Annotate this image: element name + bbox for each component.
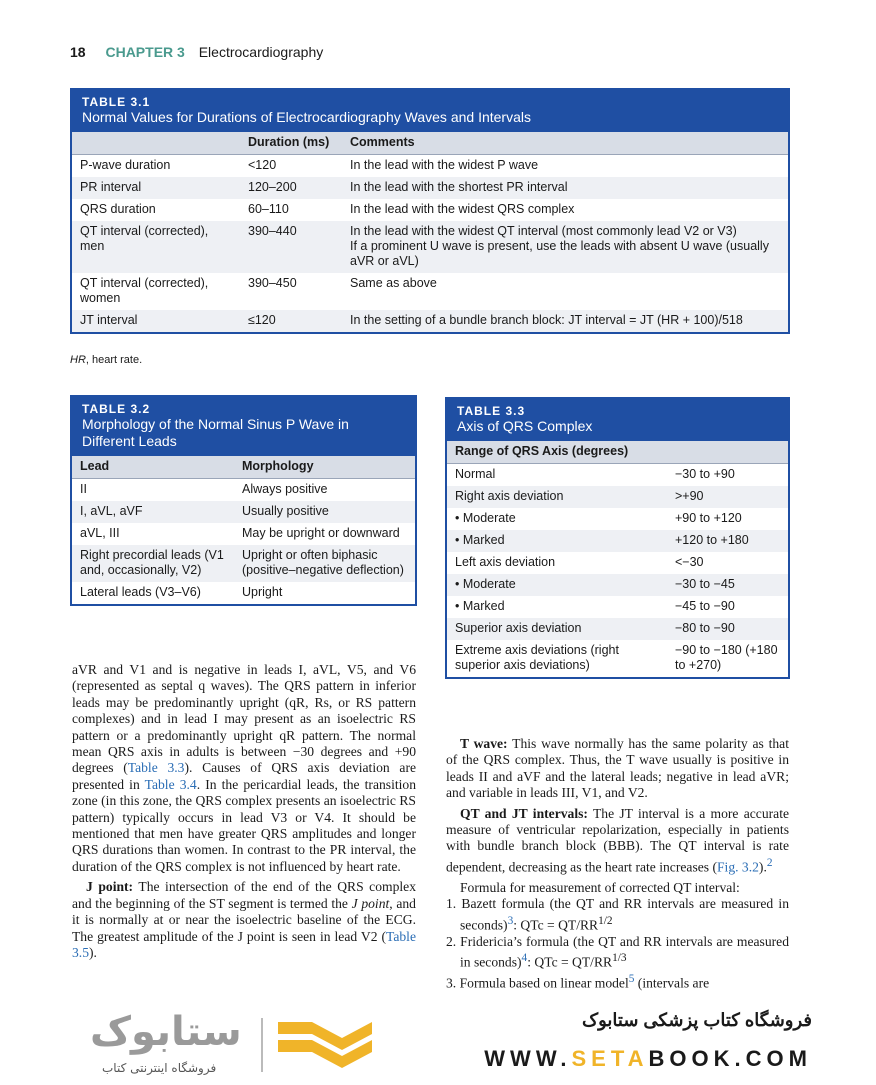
reference[interactable]: 5	[628, 972, 635, 985]
table-cell: <120	[248, 158, 277, 172]
table-cell: • Moderate	[455, 511, 516, 525]
term: J point:	[86, 879, 134, 895]
table-cell: In the setting of a bundle branch block: JT interval = JT (HR + 100)/518	[342, 310, 788, 332]
table-cell: aVL, III	[80, 526, 120, 540]
table-3-3-header	[447, 399, 788, 441]
table-row	[447, 596, 788, 618]
table-cell: −45 to −90	[675, 599, 735, 613]
table-cell: Superior axis deviation	[447, 618, 667, 640]
left-column-text	[72, 662, 416, 961]
reference[interactable]: 4	[521, 951, 528, 964]
table-link[interactable]: Table 3.5	[72, 928, 416, 960]
paragraph: aVR and V1 and is negative in leads I, aVL, V5, and V6 (represented as septal q waves). The QRS pattern in inferior leads may be predominantly upright (qR, Rs, or RS pattern complexes) and in lead I may present as an isoelectric RS pattern or a predominantly upright qR pattern. The normal mean QRS axis in adults is between −30 degrees and +90 degrees (Table 3.3). Causes of QRS axis deviation are presented in Table 3.4. In the pericardial leads, the transition zone (in this zone, the QRS complex presents an isoelectric RS pattern) typically occurs in lead V3 or V4. It should be mentioned that men have greater QRS amplitudes and longer QRS durations than women. In contrast to the PR interval, the duration of the QRS complex is not influenced by heart rate.	[72, 662, 416, 874]
table-row	[72, 523, 415, 545]
svg-text:ستابوک: ستابوک	[90, 1009, 242, 1055]
setabook-logo[interactable]	[80, 1000, 380, 1080]
table-row	[72, 177, 788, 199]
table-cell: 390–440	[240, 221, 342, 273]
table-cell: >+90	[667, 486, 788, 508]
table-cell: • Marked	[455, 599, 505, 613]
table-row	[447, 464, 788, 487]
term: T wave:	[460, 736, 508, 751]
table-cell: JT interval	[72, 310, 240, 332]
table-link[interactable]: Table 3.3	[127, 760, 185, 776]
table-row	[447, 530, 788, 552]
table-row	[72, 310, 788, 332]
table-cell: II	[80, 482, 87, 496]
table-cell: Usually positive	[234, 501, 415, 523]
table-cell: In the lead with the widest QRS complex	[350, 202, 575, 216]
table-row	[72, 221, 788, 273]
table-row	[447, 486, 788, 508]
website-url[interactable]: WWW.SETABOOK.COM	[484, 1046, 812, 1071]
table-cell: QT interval (corrected), women	[80, 276, 209, 305]
formula-list	[446, 896, 789, 992]
table-cell: −90 to −180 (+180 to +270)	[675, 643, 778, 672]
table-cell: +90 to +120	[675, 511, 742, 525]
table-3-2	[70, 395, 417, 606]
table-cell: May be upright or downward	[242, 526, 400, 540]
table-cell: 390–450	[248, 276, 297, 290]
list-item: 2. Fridericia’s formula (the QT and RR intervals are measured in seconds)$^4$: QTc = $QT/RR^{1/3}$	[446, 933, 789, 970]
right-column-text	[446, 736, 789, 992]
list-item: 3. Formula based on linear model$^5$ (intervals are	[446, 972, 710, 991]
table-title: Morphology of the Normal Sinus P Wave in Different Leads	[82, 416, 349, 449]
table-3-3	[445, 397, 790, 679]
paragraph: QT and JT intervals: The JT interval is a more accurate measure of ventricular repolarization, especially in patients with bundle branch block (BBB). The QT interval is rate dependent, decreasing as the heart rate increases (Fig. 3.2).$^2$	[446, 805, 789, 875]
table-cell: Left axis deviation	[455, 555, 556, 569]
reference[interactable]: 3	[507, 914, 514, 927]
table-cell: PR interval	[72, 177, 240, 199]
table-link[interactable]: Table 3.4	[144, 776, 197, 792]
table-title: Normal Values for Durations of Electrocardiography Waves and Intervals	[82, 109, 531, 125]
table-row	[72, 155, 788, 178]
table-3-3-body	[447, 441, 788, 677]
table-cell: 120–200	[240, 177, 342, 199]
list-item: 1. Bazett formula (the QT and RR intervals are measured in seconds)$^3$: QTc = $QT/RR^{1/2}$	[446, 896, 789, 933]
table-number: TABLE 3.2	[82, 402, 151, 416]
logo-chevrons-icon	[278, 1022, 372, 1068]
table-row	[447, 574, 788, 596]
table-row	[72, 199, 788, 221]
table-cell: Normal	[455, 467, 496, 481]
table-note: HR, heart rate.	[70, 354, 143, 366]
table-cell: −30 to −45	[667, 574, 788, 596]
table-row	[447, 618, 788, 640]
table-cell: QT interval (corrected), men	[72, 221, 240, 273]
column-header: Duration (ms)	[240, 132, 342, 155]
paragraph: T wave: This wave normally has the same polarity as that of the QRS complex. Thus, the T wave usually is positive in leads II and aVF and the lateral leads; negative in lead aVR; and variable in leads III, V1, and V2.	[446, 736, 789, 801]
page-number: 18	[70, 44, 86, 60]
table-number: TABLE 3.1	[82, 95, 151, 109]
term: QT and JT intervals:	[460, 805, 588, 821]
table-cell: Right precordial leads (V1 and, occasionally, V2)	[72, 545, 234, 582]
table-cell: In the lead with the widest QT interval (most commonly lead V2 or V3) If a prominent U wave is present, use the leads with absent U wave (usually aVR or aVL)	[342, 221, 788, 273]
table-cell: Upright	[242, 585, 283, 599]
table-3-2-body	[72, 456, 415, 604]
reference[interactable]: 2	[766, 856, 773, 869]
table-3-1	[70, 88, 790, 334]
column-header	[72, 132, 240, 155]
table-row	[72, 501, 415, 523]
table-3-1-header	[72, 90, 788, 132]
table-cell: Always positive	[242, 482, 328, 496]
table-row	[447, 552, 788, 574]
paragraph: Formula for measurement of corrected QT interval:	[460, 879, 740, 895]
table-cell: P-wave duration	[80, 158, 171, 172]
table-row	[72, 273, 788, 310]
logo-graphic	[80, 1000, 380, 1080]
table-number: TABLE 3.3	[457, 404, 526, 418]
table-row	[447, 640, 788, 677]
table-cell: Lateral leads (V3–V6)	[80, 585, 201, 599]
chapter-title: Electrocardiography	[198, 44, 324, 60]
table-cell: 60–110	[248, 202, 289, 216]
table-cell: −80 to −90	[667, 618, 788, 640]
table-cell: +120 to +180	[667, 530, 788, 552]
table-3-1-body	[72, 132, 788, 332]
table-cell: I, aVL, aVF	[72, 501, 234, 523]
table-note-text: , heart rate.	[85, 354, 143, 366]
table-row	[447, 508, 788, 530]
table-cell: −30 to +90	[675, 467, 735, 481]
table-cell: In the lead with the shortest PR interval	[342, 177, 788, 199]
svg-text:فروشگاه اینترنتی کتاب: فروشگاه اینترنتی کتاب	[102, 1061, 217, 1075]
table-cell: ≤120	[240, 310, 342, 332]
table-cell: Same as above	[350, 276, 437, 290]
table-title: Axis of QRS Complex	[457, 418, 593, 434]
chapter-label: CHAPTER 3	[105, 44, 185, 60]
column-header: Morphology	[234, 456, 415, 479]
paragraph: J point: The intersection of the end of the QRS complex and the beginning of the ST segment is termed the J point, and it is normally at or near the isoelectric baseline of the ECG. The greatest amplitude of the J point is seen in lead V2 (Table 3.5).	[72, 879, 416, 960]
table-cell: Right axis deviation	[447, 486, 667, 508]
page-header	[70, 44, 323, 60]
table-row	[72, 545, 415, 582]
table-row	[72, 582, 415, 604]
table-cell: Extreme axis deviations (right superior axis deviations)	[455, 643, 619, 672]
table-cell: In the lead with the widest P wave	[350, 158, 539, 172]
table-3-2-header	[72, 397, 415, 456]
table-cell: QRS duration	[80, 202, 156, 216]
column-header: Comments	[342, 132, 788, 155]
shop-name: فروشگاه کتاب پزشکی ستابوک	[582, 1010, 812, 1030]
table-cell: <−30	[675, 555, 704, 569]
column-header: Lead	[72, 456, 234, 479]
column-header: Range of QRS Axis (degrees)	[447, 441, 788, 464]
table-cell: Upright or often biphasic (positive–negative deflection)	[234, 545, 415, 582]
table-cell: • Marked	[447, 530, 667, 552]
table-row	[72, 479, 415, 502]
table-cell: • Moderate	[447, 574, 667, 596]
figure-link[interactable]: Fig. 3.2	[716, 859, 759, 875]
